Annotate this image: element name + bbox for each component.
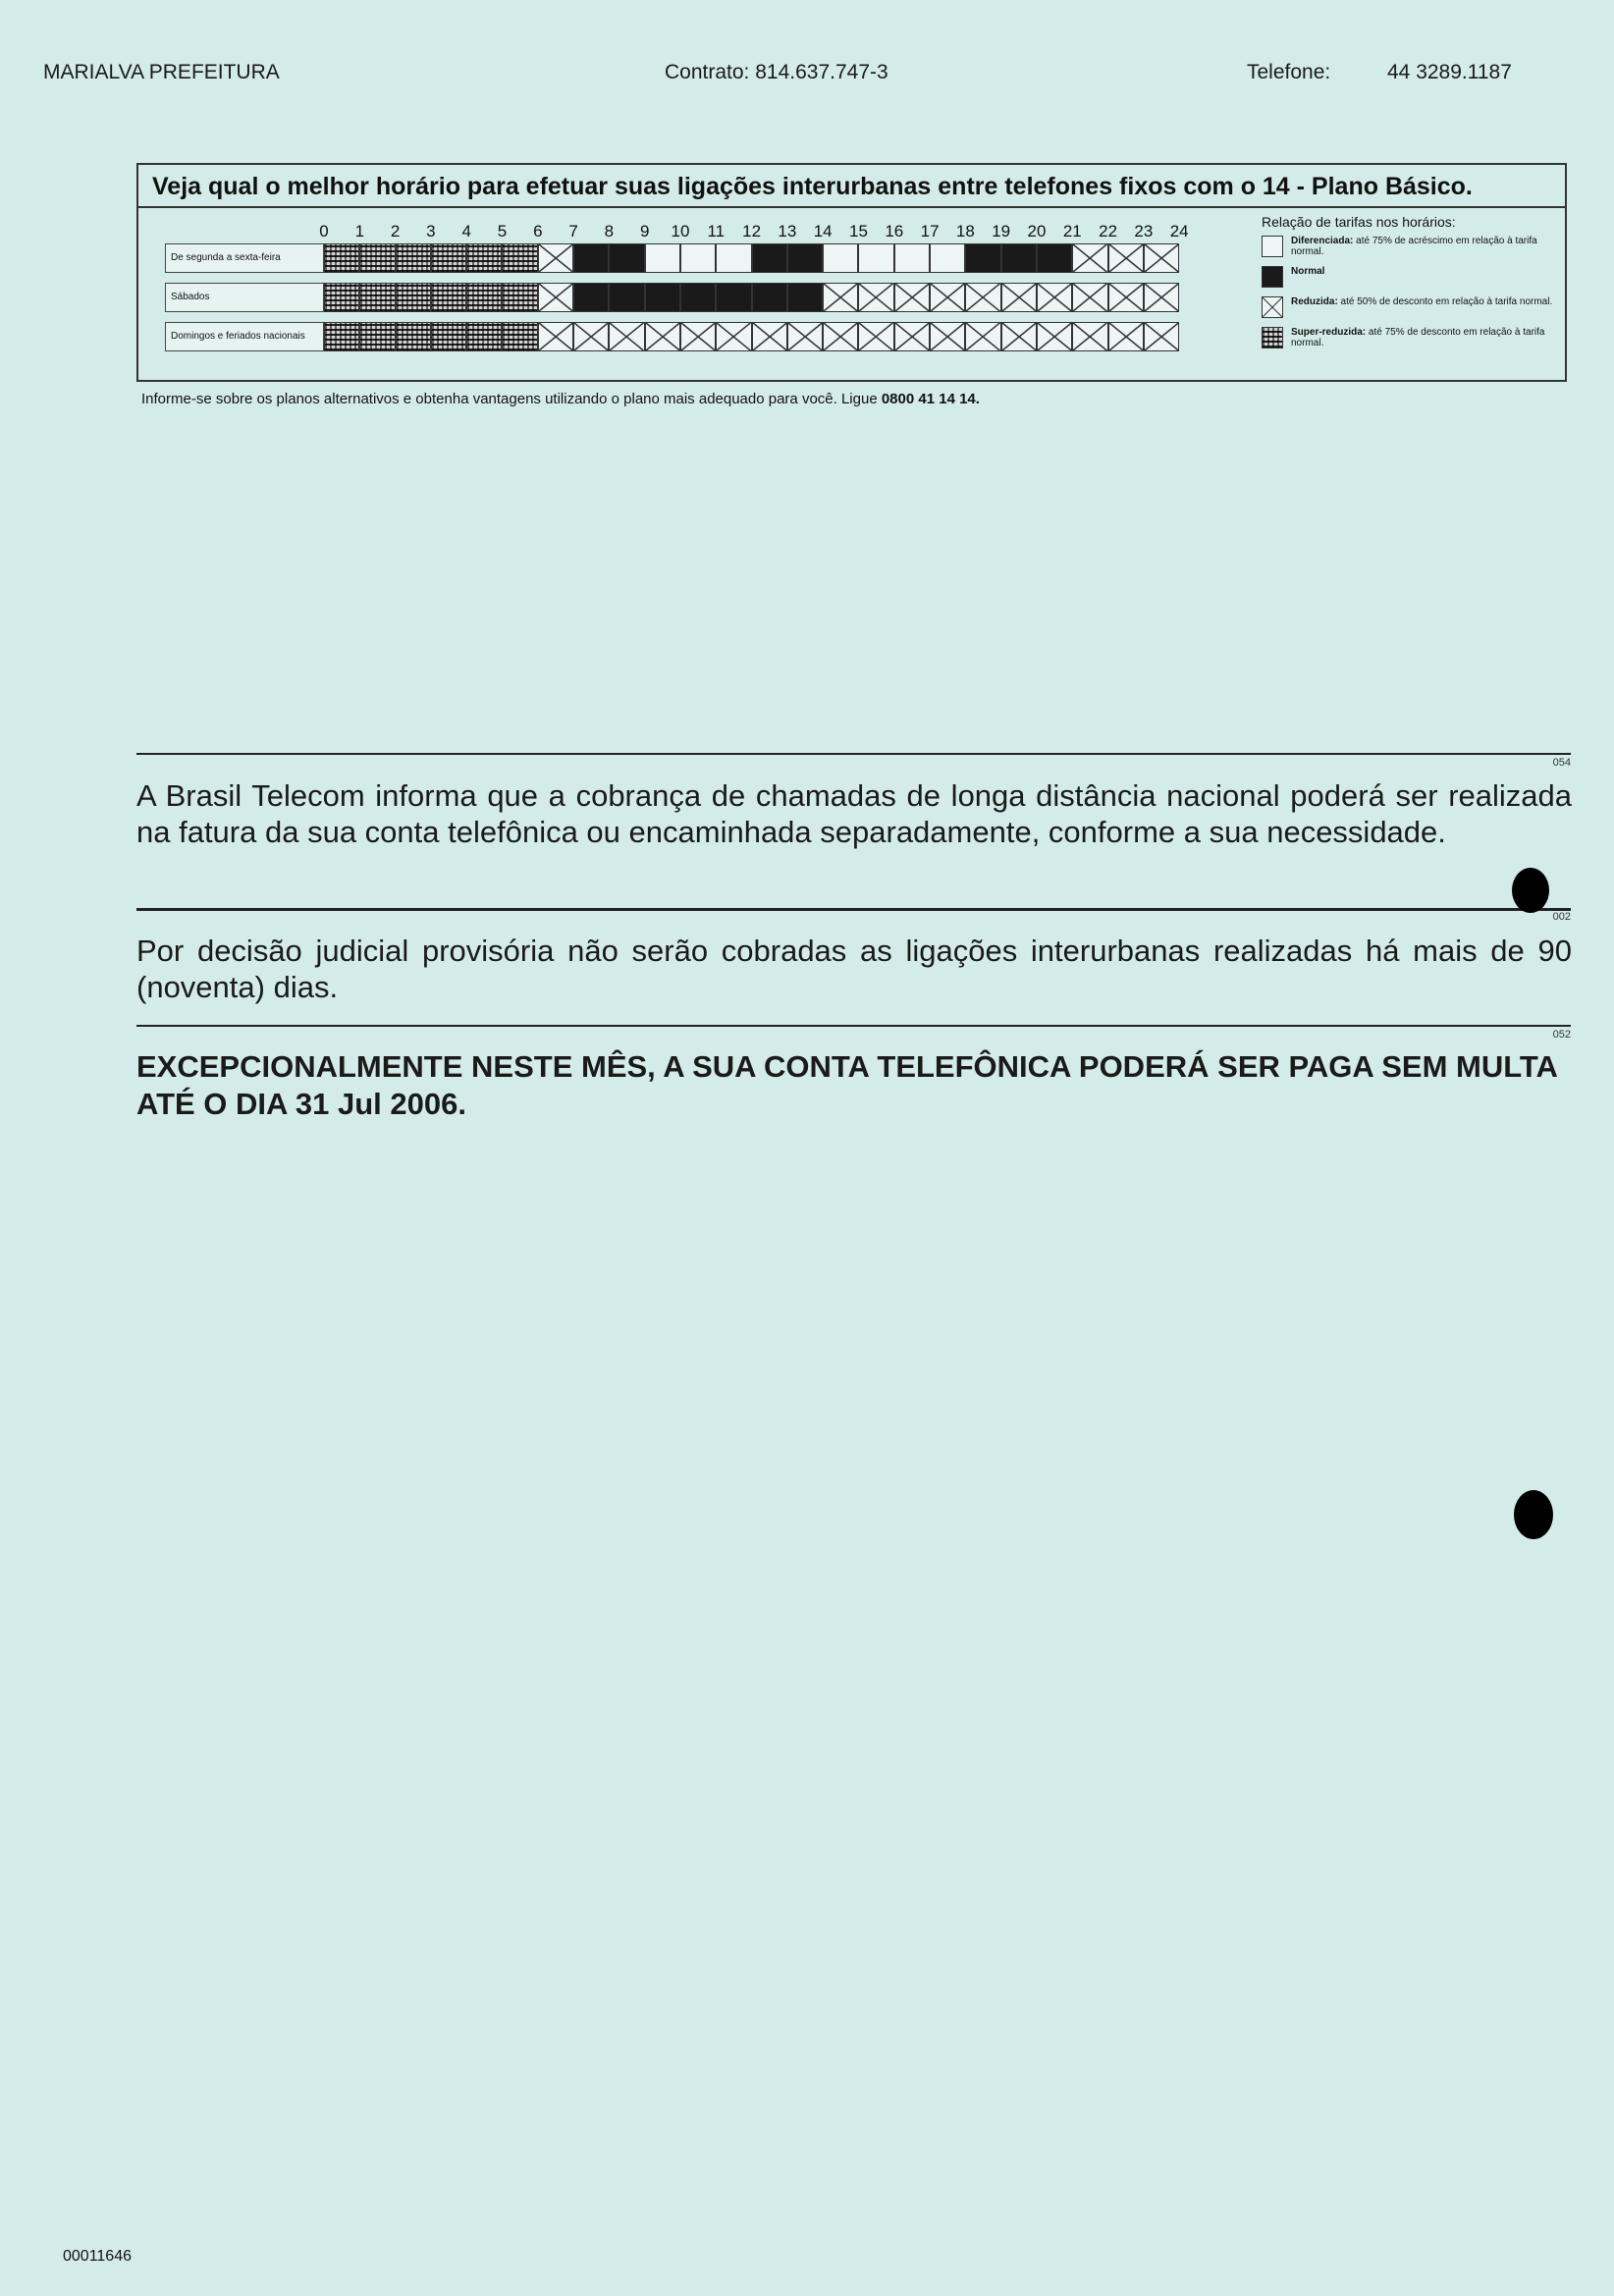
normal-cell xyxy=(645,283,680,312)
document-number: 00011646 xyxy=(63,2248,132,2265)
super-reduced-cell xyxy=(466,283,502,312)
super-reduced-cell xyxy=(396,243,431,273)
differentiated-cell xyxy=(645,243,680,273)
phone-value: 44 3289.1187 xyxy=(1387,61,1512,83)
normal-cell xyxy=(752,283,787,312)
super-reduced-cell xyxy=(359,322,395,351)
reduced-cell xyxy=(787,322,823,351)
super-reduced-cell xyxy=(431,283,466,312)
super-reduced-cell xyxy=(396,322,431,351)
normal-cell xyxy=(965,243,1000,273)
reduced-cell xyxy=(538,283,573,312)
normal-cell xyxy=(1037,243,1072,273)
divider xyxy=(136,908,1571,911)
hour-label: 14 xyxy=(813,222,833,240)
hour-label: 24 xyxy=(1169,222,1189,240)
super-reduced-cell xyxy=(466,322,502,351)
hour-label: 18 xyxy=(955,222,975,240)
hour-label: 23 xyxy=(1134,222,1154,240)
super-reduced-cell xyxy=(359,283,395,312)
hour-label: 12 xyxy=(742,222,762,240)
super-reduced-cell xyxy=(502,243,537,273)
reduced-cell xyxy=(894,322,930,351)
reduced-cell xyxy=(716,322,751,351)
reduced-cell xyxy=(1144,283,1179,312)
reduced-cell xyxy=(930,322,965,351)
normal-cell xyxy=(716,283,751,312)
hour-label: 0 xyxy=(319,222,329,240)
hour-label: 13 xyxy=(778,222,797,240)
reduced-cell xyxy=(1001,322,1037,351)
reduced-cell xyxy=(965,283,1000,312)
hour-label: 7 xyxy=(568,222,578,240)
hour-label: 22 xyxy=(1099,222,1118,240)
normal-cell xyxy=(609,243,644,273)
tariff-table xyxy=(136,163,1567,382)
reduced-cell xyxy=(1037,283,1072,312)
super-reduced-cell xyxy=(502,322,537,351)
reduced-cell xyxy=(1108,322,1144,351)
info-phone: 0800 41 14 14. xyxy=(881,391,980,407)
hour-label: 10 xyxy=(671,222,690,240)
differentiated-cell xyxy=(716,243,751,273)
reduced-cell xyxy=(645,322,680,351)
legend-item xyxy=(1262,296,1556,318)
differentiated-cell xyxy=(894,243,930,273)
reduced-cell xyxy=(1108,283,1144,312)
legend-swatch xyxy=(1262,296,1283,318)
super-reduced-cell xyxy=(324,283,359,312)
hour-label: 6 xyxy=(533,222,543,240)
info-line xyxy=(141,391,980,407)
legend-name: Diferenciada: xyxy=(1291,236,1354,246)
reduced-cell xyxy=(1072,283,1107,312)
divider xyxy=(136,1025,1571,1027)
reduced-cell xyxy=(1072,243,1107,273)
legend-item xyxy=(1262,327,1556,348)
contract-number: Contrato: 814.637.747-3 xyxy=(665,61,888,83)
reduced-cell xyxy=(823,322,858,351)
divider xyxy=(136,753,1571,755)
differentiated-cell xyxy=(858,243,893,273)
reduced-cell xyxy=(538,243,573,273)
normal-cell xyxy=(573,283,609,312)
reduced-cell xyxy=(1108,243,1144,273)
reduced-cell xyxy=(609,322,644,351)
reduced-cell xyxy=(538,322,573,351)
legend-desc: até 75% de desconto em relação à tarifa normal. xyxy=(1291,327,1545,348)
legend-swatch xyxy=(1262,236,1283,257)
normal-cell xyxy=(752,243,787,273)
reduced-cell xyxy=(930,283,965,312)
hour-label: 11 xyxy=(707,222,726,240)
differentiated-cell xyxy=(930,243,965,273)
hour-label: 4 xyxy=(461,222,471,240)
tariff-legend xyxy=(1262,214,1556,357)
hour-label: 16 xyxy=(885,222,904,240)
notice-long-distance: A Brasil Telecom informa que a cobrança de chamadas de longa distância nacional poderá ser realizada na fatura da sua conta telefônica ou encaminhada separadamente, conforme a sua necessidade. xyxy=(136,778,1572,849)
legend-swatch xyxy=(1262,327,1283,348)
super-reduced-cell xyxy=(431,243,466,273)
super-reduced-cell xyxy=(396,283,431,312)
hour-label: 19 xyxy=(992,222,1011,240)
normal-cell xyxy=(609,283,644,312)
hour-label: 8 xyxy=(604,222,615,240)
normal-cell xyxy=(1001,243,1037,273)
reduced-cell xyxy=(823,283,858,312)
hour-label: 5 xyxy=(497,222,508,240)
legend-name: Normal xyxy=(1291,266,1325,277)
normal-cell xyxy=(680,283,716,312)
normal-cell xyxy=(573,243,609,273)
hour-label: 17 xyxy=(920,222,940,240)
hour-label: 20 xyxy=(1027,222,1047,240)
reduced-cell xyxy=(680,322,716,351)
super-reduced-cell xyxy=(324,322,359,351)
row-label: Domingos e feriados nacionais xyxy=(165,322,324,351)
notice-code: 002 xyxy=(1552,911,1571,923)
registration-mark xyxy=(1514,1490,1553,1539)
legend-desc: até 50% de desconto em relação à tarifa normal. xyxy=(1337,296,1553,307)
hour-label: 1 xyxy=(354,222,365,240)
legend-swatch xyxy=(1262,266,1283,288)
reduced-cell xyxy=(858,322,893,351)
row-label: De segunda a sexta-feira xyxy=(165,243,324,273)
super-reduced-cell xyxy=(359,243,395,273)
super-reduced-cell xyxy=(431,322,466,351)
normal-cell xyxy=(787,283,823,312)
differentiated-cell xyxy=(823,243,858,273)
reduced-cell xyxy=(858,283,893,312)
notice-judicial: Por decisão judicial provisória não serão cobradas as ligações interurbanas realizadas há mais de 90 (noventa) dias. xyxy=(136,934,1572,1004)
phone-label: Telefone: xyxy=(1247,61,1331,83)
legend-name: Super-reduzida: xyxy=(1291,327,1367,338)
hour-label: 21 xyxy=(1062,222,1082,240)
reduced-cell xyxy=(1144,322,1179,351)
reduced-cell xyxy=(1001,283,1037,312)
registration-mark xyxy=(1512,868,1549,913)
notice-payment-deadline: EXCEPCIONALMENTE NESTE MÊS, A SUA CONTA TELEFÔNICA PODERÁ SER PAGA SEM MULTA ATÉ O DIA 31 Jul 2006. xyxy=(136,1049,1557,1121)
legend-item xyxy=(1262,236,1556,257)
reduced-cell xyxy=(965,322,1000,351)
tariff-table-title: Veja qual o melhor horário para efetuar suas ligações interurbanas entre telefones fixos com o 14 - Plano Básico. xyxy=(138,165,1565,208)
notice-code: 054 xyxy=(1552,757,1571,769)
hour-label: 3 xyxy=(426,222,436,240)
differentiated-cell xyxy=(680,243,716,273)
legend-item xyxy=(1262,266,1556,288)
reduced-cell xyxy=(1037,322,1072,351)
reduced-cell xyxy=(1144,243,1179,273)
legend-name: Reduzida: xyxy=(1291,296,1338,307)
reduced-cell xyxy=(894,283,930,312)
notice-code: 052 xyxy=(1552,1029,1571,1041)
super-reduced-cell xyxy=(502,283,537,312)
super-reduced-cell xyxy=(324,243,359,273)
company-name: MARIALVA PREFEITURA xyxy=(43,61,280,83)
reduced-cell xyxy=(573,322,609,351)
hour-label: 15 xyxy=(849,222,868,240)
row-label: Sábados xyxy=(165,283,324,312)
normal-cell xyxy=(787,243,823,273)
reduced-cell xyxy=(1072,322,1107,351)
info-text: Informe-se sobre os planos alternativos e obtenha vantagens utilizando o plano mais adequado para você. Ligue xyxy=(141,391,878,407)
legend-title: Relação de tarifas nos horários: xyxy=(1262,214,1456,230)
reduced-cell xyxy=(752,322,787,351)
hour-label: 2 xyxy=(390,222,401,240)
legend-desc: até 75% de acréscimo em relação à tarifa normal. xyxy=(1291,236,1537,257)
super-reduced-cell xyxy=(466,243,502,273)
hour-label: 9 xyxy=(639,222,650,240)
